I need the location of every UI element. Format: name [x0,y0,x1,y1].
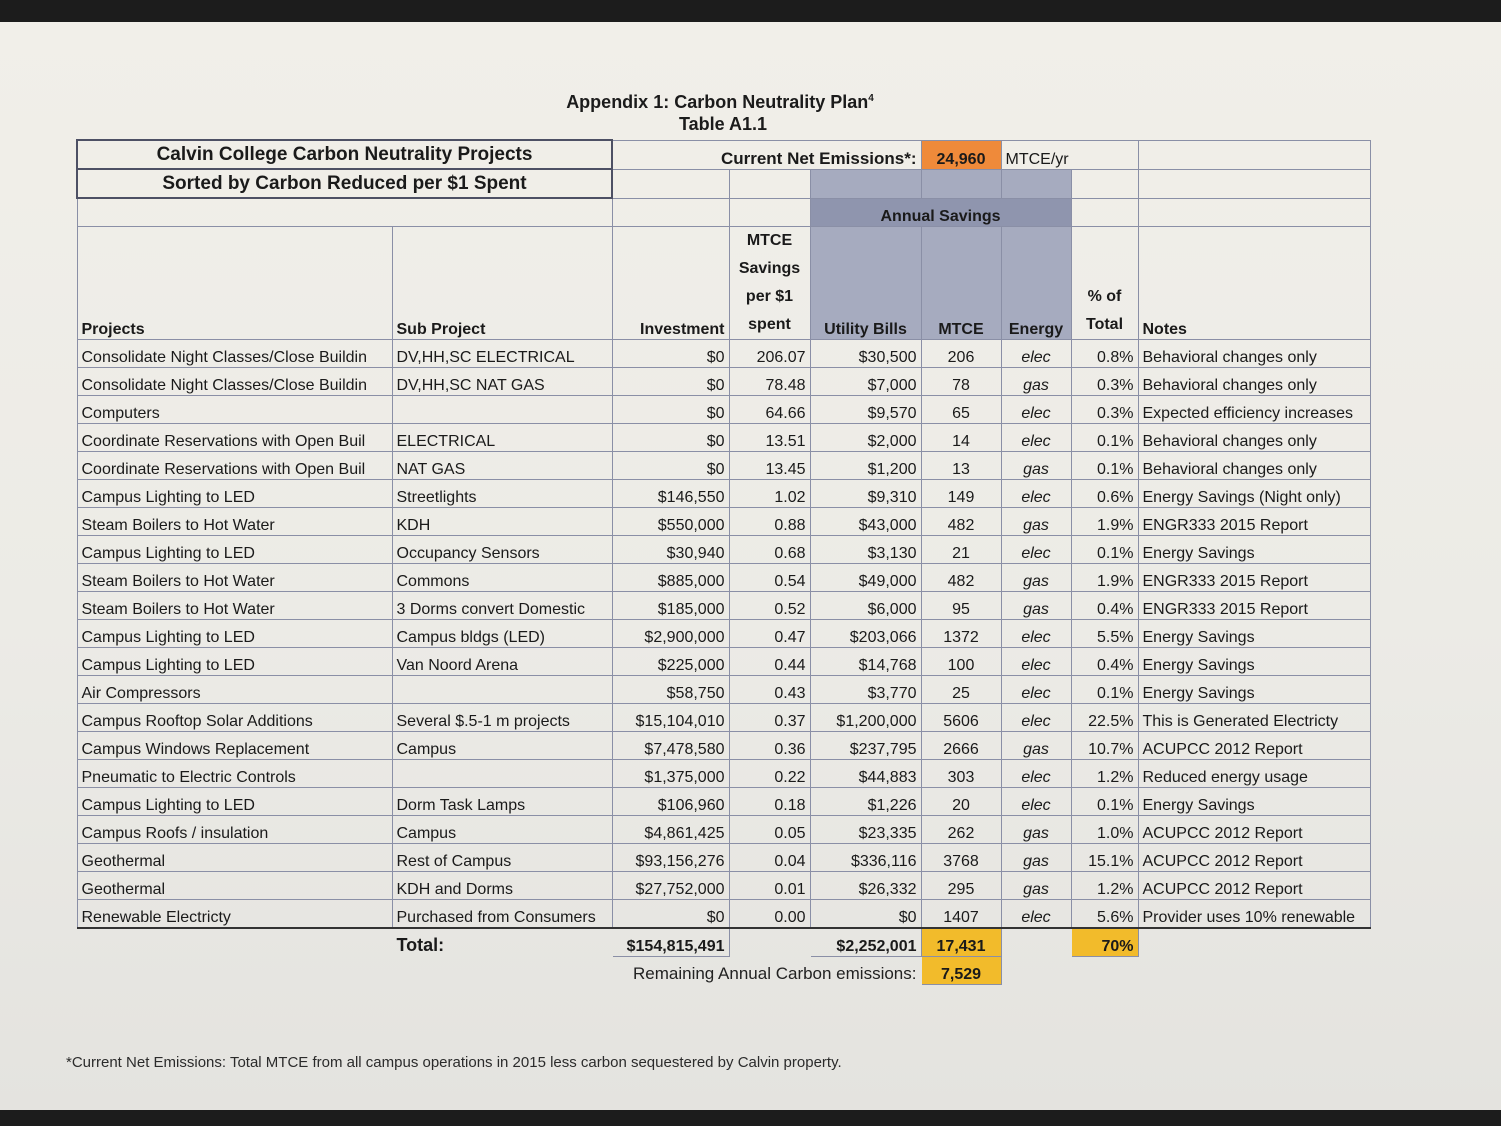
row-sub-project: NAT GAS [392,452,612,480]
row-investment: $185,000 [612,592,729,620]
row-mtce: 1407 [921,900,1001,929]
row-utility-bills: $9,310 [810,480,921,508]
row-pct-total: 1.9% [1071,508,1138,536]
row-utility-bills: $26,332 [810,872,921,900]
row-sub-project: Purchased from Consumers [392,900,612,929]
row-utility-bills: $3,770 [810,676,921,704]
row-sub-project: ELECTRICAL [392,424,612,452]
row-mtce: 100 [921,648,1001,676]
row-mtce-per-dollar: 0.52 [729,592,810,620]
row-mtce-per-dollar: 13.45 [729,452,810,480]
row-project: Steam Boilers to Hot Water [77,592,392,620]
row-utility-bills: $9,570 [810,396,921,424]
row-notes: Reduced energy usage [1138,760,1370,788]
empty-cell [1071,169,1138,198]
row-mtce: 206 [921,340,1001,368]
row-mtce: 5606 [921,704,1001,732]
row-investment: $885,000 [612,564,729,592]
row-investment: $27,752,000 [612,872,729,900]
table-row [77,704,1370,732]
col-mtce-per-dollar-line1: MTCE [746,232,793,249]
col-pct-total [1071,227,1138,340]
row-sub-project: Dorm Task Lamps [392,788,612,816]
table-row [77,424,1370,452]
row-project: Coordinate Reservations with Open Buil [77,452,392,480]
row-mtce-per-dollar: 64.66 [729,396,810,424]
row-mtce-per-dollar: 0.01 [729,872,810,900]
row-pct-total: 0.1% [1071,676,1138,704]
col-mtce: MTCE [921,227,1001,340]
row-pct-total: 15.1% [1071,844,1138,872]
col-mtce-per-dollar [729,227,810,340]
row-energy: elec [1001,340,1071,368]
row-mtce: 20 [921,788,1001,816]
row-pct-total: 10.7% [1071,732,1138,760]
row-investment: $106,960 [612,788,729,816]
row-sub-project [392,396,612,424]
row-notes: This is Generated Electricty [1138,704,1370,732]
table-row [77,676,1370,704]
row-pct-total: 0.1% [1071,788,1138,816]
col-utility-bills: Utility Bills [810,227,921,340]
row-investment: $0 [612,396,729,424]
data-rows [77,340,1370,929]
row-investment: $58,750 [612,676,729,704]
row-project: Campus Lighting to LED [77,536,392,564]
table-label: Table A1.1 [678,114,768,134]
row-utility-bills: $14,768 [810,648,921,676]
row-utility-bills: $2,000 [810,424,921,452]
row-mtce-per-dollar: 1.02 [729,480,810,508]
table-row [77,760,1370,788]
row-pct-total: 0.1% [1071,452,1138,480]
row-project: Pneumatic to Electric Controls [77,760,392,788]
row-utility-bills: $23,335 [810,816,921,844]
col-mtce-per-dollar-line3: per $1 [745,288,794,305]
row-sub-project [392,760,612,788]
table-row [77,536,1370,564]
row-sub-project: KDH [392,508,612,536]
table-row [77,844,1370,872]
row-energy: gas [1001,592,1071,620]
row-mtce-per-dollar: 13.51 [729,424,810,452]
row-sub-project: Rest of Campus [392,844,612,872]
row-sub-project: 3 Dorms convert Domestic [392,592,612,620]
row-mtce-per-dollar: 0.22 [729,760,810,788]
row-notes: Energy Savings [1138,620,1370,648]
row-project: Campus Roofs / insulation [77,816,392,844]
row-mtce: 1372 [921,620,1001,648]
row-utility-bills: $1,200,000 [810,704,921,732]
table-row [77,648,1370,676]
col-sub-project: Sub Project [392,227,612,340]
empty-cell [1138,140,1370,169]
row-sub-project: DV,HH,SC NAT GAS [392,368,612,396]
row-project: Coordinate Reservations with Open Buil [77,424,392,452]
total-mtce: 17,431 [921,928,1001,957]
row-mtce-per-dollar: 0.05 [729,816,810,844]
row-energy: gas [1001,368,1071,396]
row-pct-total: 0.1% [1071,424,1138,452]
row-energy: gas [1001,452,1071,480]
row-project: Geothermal [77,844,392,872]
row-mtce: 65 [921,396,1001,424]
row-energy: elec [1001,536,1071,564]
current-emissions-unit: MTCE/yr [1001,140,1138,169]
row-pct-total: 22.5% [1071,704,1138,732]
row-investment: $0 [612,424,729,452]
row-mtce: 2666 [921,732,1001,760]
col-pct-line1: % of [1087,288,1122,305]
row-mtce: 149 [921,480,1001,508]
row-energy: gas [1001,508,1071,536]
row-utility-bills: $30,500 [810,340,921,368]
title-text: Appendix 1: Carbon Neutrality Plan [566,92,869,112]
row-notes: Energy Savings [1138,536,1370,564]
row-project: Steam Boilers to Hot Water [77,508,392,536]
row-investment: $0 [612,452,729,480]
row-investment: $2,900,000 [612,620,729,648]
row-energy: gas [1001,564,1071,592]
row-mtce-per-dollar: 0.88 [729,508,810,536]
row-energy: gas [1001,816,1071,844]
empty-cell [1001,928,1071,957]
row-mtce-per-dollar: 0.04 [729,844,810,872]
row-sub-project: Campus bldgs (LED) [392,620,612,648]
col-mtce-per-dollar-line2: Savings [738,260,801,277]
row-notes: Behavioral changes only [1138,452,1370,480]
empty-cell [1001,169,1071,198]
remaining-value: 7,529 [921,957,1001,985]
row-mtce-per-dollar: 0.37 [729,704,810,732]
row-investment: $0 [612,368,729,396]
row-pct-total: 1.2% [1071,760,1138,788]
row-notes: ENGR333 2015 Report [1138,592,1370,620]
table-row [77,620,1370,648]
row-sub-project: KDH and Dorms [392,872,612,900]
row-utility-bills: $1,226 [810,788,921,816]
col-investment: Investment [612,227,729,340]
row-sub-project: Commons [392,564,612,592]
row-pct-total: 5.5% [1071,620,1138,648]
row-energy: elec [1001,620,1071,648]
row-notes: ENGR333 2015 Report [1138,564,1370,592]
row-project: Geothermal [77,872,392,900]
row-mtce-per-dollar: 0.18 [729,788,810,816]
row-investment: $15,104,010 [612,704,729,732]
row-energy: elec [1001,900,1071,929]
row-utility-bills: $44,883 [810,760,921,788]
row-pct-total: 0.4% [1071,648,1138,676]
row-pct-total: 1.9% [1071,564,1138,592]
row-utility-bills: $3,130 [810,536,921,564]
total-label: Total: [392,928,612,957]
row-mtce: 482 [921,564,1001,592]
row-sub-project: Streetlights [392,480,612,508]
row-mtce-per-dollar: 0.00 [729,900,810,929]
row-sub-project: Van Noord Arena [392,648,612,676]
summary-rows [77,928,1370,985]
row-utility-bills: $43,000 [810,508,921,536]
empty-cell [77,957,392,985]
table-row [77,508,1370,536]
header-row-1 [77,140,1370,169]
col-projects: Projects [77,227,392,340]
row-mtce: 262 [921,816,1001,844]
row-utility-bills: $203,066 [810,620,921,648]
col-mtce-per-dollar-line4: spent [748,316,791,333]
carbon-neutrality-table [76,139,1371,985]
current-emissions-label: Current Net Emissions*: [612,140,921,169]
row-investment: $0 [612,900,729,929]
row-investment: $0 [612,340,729,368]
annual-savings-header: Annual Savings [810,198,1071,227]
header-row-2 [77,169,1370,198]
table-row [77,340,1370,368]
row-project: Steam Boilers to Hot Water [77,564,392,592]
empty-cell [729,928,810,957]
row-pct-total: 0.8% [1071,340,1138,368]
row-mtce: 78 [921,368,1001,396]
row-mtce-per-dollar: 0.47 [729,620,810,648]
row-project: Consolidate Night Classes/Close Buildin [77,368,392,396]
table-row [77,564,1370,592]
row-mtce-per-dollar: 78.48 [729,368,810,396]
empty-cell [921,169,1001,198]
empty-cell [1138,198,1370,227]
row-notes: Energy Savings (Night only) [1138,480,1370,508]
empty-cell [77,928,392,957]
remaining-label: Remaining Annual Carbon emissions: [633,964,917,983]
row-mtce: 482 [921,508,1001,536]
row-investment: $4,861,425 [612,816,729,844]
row-sub-project [392,676,612,704]
row-utility-bills: $0 [810,900,921,929]
empty-cell [1001,957,1370,985]
row-mtce-per-dollar: 0.68 [729,536,810,564]
col-energy: Energy [1001,227,1071,340]
row-notes: ACUPCC 2012 Report [1138,732,1370,760]
row-pct-total: 0.6% [1071,480,1138,508]
page-title [0,92,1440,113]
row-energy: elec [1001,760,1071,788]
column-header-row [77,227,1370,340]
row-energy: gas [1001,844,1071,872]
row-investment: $1,375,000 [612,760,729,788]
table-row [77,816,1370,844]
row-energy: gas [1001,732,1071,760]
row-project: Campus Windows Replacement [77,732,392,760]
row-mtce: 25 [921,676,1001,704]
total-utility-bills: $2,252,001 [810,928,921,957]
header-row-3 [77,198,1370,227]
row-mtce-per-dollar: 0.44 [729,648,810,676]
total-row [77,928,1370,957]
row-investment: $30,940 [612,536,729,564]
empty-cell [612,169,729,198]
row-energy: elec [1001,648,1071,676]
row-energy: elec [1001,788,1071,816]
row-pct-total: 1.0% [1071,816,1138,844]
row-energy: elec [1001,704,1071,732]
row-sub-project: Several $.5-1 m projects [392,704,612,732]
row-mtce-per-dollar: 0.54 [729,564,810,592]
row-mtce-per-dollar: 0.36 [729,732,810,760]
empty-cell [1138,169,1370,198]
col-notes: Notes [1138,227,1370,340]
row-utility-bills: $237,795 [810,732,921,760]
row-mtce: 3768 [921,844,1001,872]
row-investment: $93,156,276 [612,844,729,872]
row-investment: $146,550 [612,480,729,508]
row-sub-project: Campus [392,816,612,844]
empty-cell [729,169,810,198]
header-line2: Sorted by Carbon Reduced per $1 Spent [77,169,612,198]
header-line1: Calvin College Carbon Neutrality Projects [77,140,612,169]
table-row [77,900,1370,929]
row-pct-total: 1.2% [1071,872,1138,900]
col-pct-line2: Total [1085,316,1124,333]
row-sub-project: Occupancy Sensors [392,536,612,564]
row-notes: Energy Savings [1138,676,1370,704]
table-row [77,480,1370,508]
row-investment: $550,000 [612,508,729,536]
row-notes: Behavioral changes only [1138,424,1370,452]
row-mtce: 303 [921,760,1001,788]
row-notes: ACUPCC 2012 Report [1138,844,1370,872]
empty-cell [612,198,729,227]
total-pct: 70% [1071,928,1138,957]
row-utility-bills: $49,000 [810,564,921,592]
row-utility-bills: $1,200 [810,452,921,480]
row-energy: elec [1001,396,1071,424]
row-utility-bills: $6,000 [810,592,921,620]
row-project: Campus Lighting to LED [77,480,392,508]
row-pct-total: 0.1% [1071,536,1138,564]
row-mtce-per-dollar: 206.07 [729,340,810,368]
row-energy: elec [1001,424,1071,452]
row-mtce-per-dollar: 0.43 [729,676,810,704]
row-energy: gas [1001,872,1071,900]
row-investment: $225,000 [612,648,729,676]
footnote: *Current Net Emissions: Total MTCE from all campus operations in 2015 less carbon sequestered by Calvin property. [66,1054,842,1071]
row-project: Campus Rooftop Solar Additions [77,704,392,732]
row-pct-total: 0.4% [1071,592,1138,620]
current-emissions-value: 24,960 [921,140,1001,169]
empty-cell [77,198,612,227]
empty-cell [810,169,921,198]
row-notes: ACUPCC 2012 Report [1138,816,1370,844]
row-project: Consolidate Night Classes/Close Buildin [77,340,392,368]
row-mtce: 14 [921,424,1001,452]
empty-cell [1138,928,1370,957]
row-notes: Expected efficiency increases [1138,396,1370,424]
table-row [77,396,1370,424]
table-row [77,732,1370,760]
row-sub-project: Campus [392,732,612,760]
empty-cell [1071,198,1138,227]
row-energy: elec [1001,676,1071,704]
table-row [77,788,1370,816]
total-investment: $154,815,491 [612,928,729,957]
row-project: Campus Lighting to LED [77,788,392,816]
table-row [77,592,1370,620]
remaining-row [77,957,1370,985]
row-mtce: 13 [921,452,1001,480]
row-utility-bills: $7,000 [810,368,921,396]
row-utility-bills: $336,116 [810,844,921,872]
row-notes: ENGR333 2015 Report [1138,508,1370,536]
row-mtce: 295 [921,872,1001,900]
table-row [77,872,1370,900]
row-investment: $7,478,580 [612,732,729,760]
row-mtce: 95 [921,592,1001,620]
empty-cell [729,198,810,227]
row-project: Campus Lighting to LED [77,620,392,648]
row-energy: elec [1001,480,1071,508]
row-project: Renewable Electricty [77,900,392,929]
row-project: Computers [77,396,392,424]
table-row [77,368,1370,396]
row-notes: Energy Savings [1138,788,1370,816]
row-pct-total: 5.6% [1071,900,1138,929]
row-notes: Behavioral changes only [1138,368,1370,396]
row-pct-total: 0.3% [1071,396,1138,424]
row-project: Campus Lighting to LED [77,648,392,676]
table-row [77,452,1370,480]
row-pct-total: 0.3% [1071,368,1138,396]
row-notes: Energy Savings [1138,648,1370,676]
row-project: Air Compressors [77,676,392,704]
title-footnote-mark: 4 [868,93,874,104]
row-mtce: 21 [921,536,1001,564]
row-notes: Provider uses 10% renewable [1138,900,1370,929]
row-notes: Behavioral changes only [1138,340,1370,368]
row-notes: ACUPCC 2012 Report [1138,872,1370,900]
row-sub-project: DV,HH,SC ELECTRICAL [392,340,612,368]
